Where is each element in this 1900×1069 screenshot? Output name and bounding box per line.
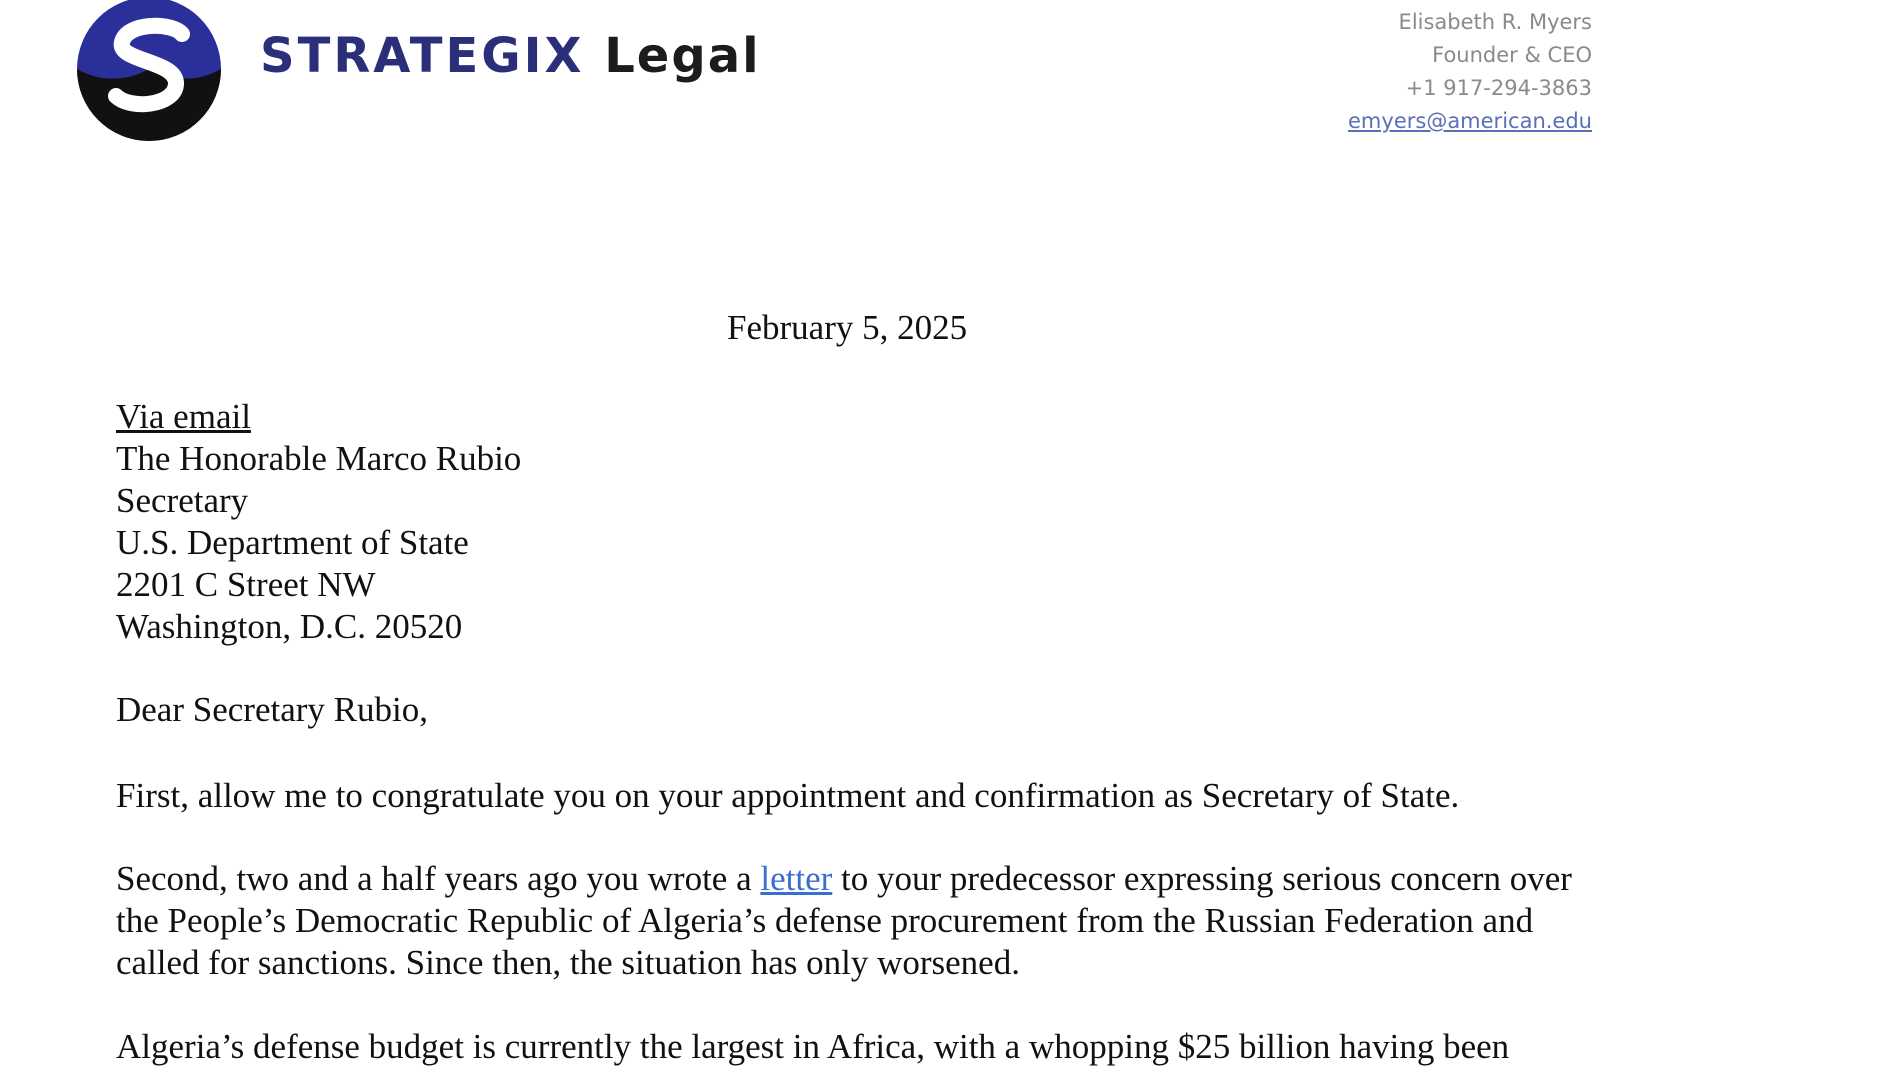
letter-link[interactable]: letter	[760, 859, 833, 898]
brand-suffix: Legal	[604, 28, 761, 84]
address-line: U.S. Department of State	[116, 523, 469, 562]
brand-wordmark	[260, 28, 761, 84]
delivery-method: Via email	[116, 397, 251, 436]
paragraph-concern	[116, 858, 1616, 984]
salutation: Dear Secretary Rubio,	[116, 690, 428, 729]
paragraph-text: to your predecessor expressing serious concern over the People’s Democratic Republic of Algeria’s defense procurement from the Russian Federation and called for sanctions. Since then, the situation has only worsened.	[116, 859, 1572, 982]
address-line: 2201 C Street NW	[116, 565, 376, 604]
brand-name: STRATEGIX	[260, 28, 585, 84]
paragraph-defense-budget: Algeria’s defense budget is currently the largest in Africa, with a whopping $25 billion having been	[116, 1027, 1510, 1066]
address-line: The Honorable Marco Rubio	[116, 439, 522, 478]
paragraph-congratulations: First, allow me to congratulate you on your appointment and confirmation as Secretary of State.	[116, 776, 1460, 815]
sender-phone: +1 917-294-3863	[1405, 76, 1592, 100]
address-line: Secretary	[116, 481, 249, 520]
sender-title: Founder & CEO	[1432, 43, 1592, 67]
address-line: Washington, D.C. 20520	[116, 607, 463, 646]
sender-name: Elisabeth R. Myers	[1398, 10, 1592, 34]
recipient-address	[116, 396, 521, 648]
letter-date: February 5, 2025	[727, 308, 968, 347]
sender-email-link[interactable]: emyers@american.edu	[1348, 109, 1592, 133]
paragraph-text: Second, two and a half years ago you wrote a	[116, 859, 761, 898]
sender-contact-block	[1348, 6, 1592, 138]
strategix-logo	[72, 0, 226, 144]
